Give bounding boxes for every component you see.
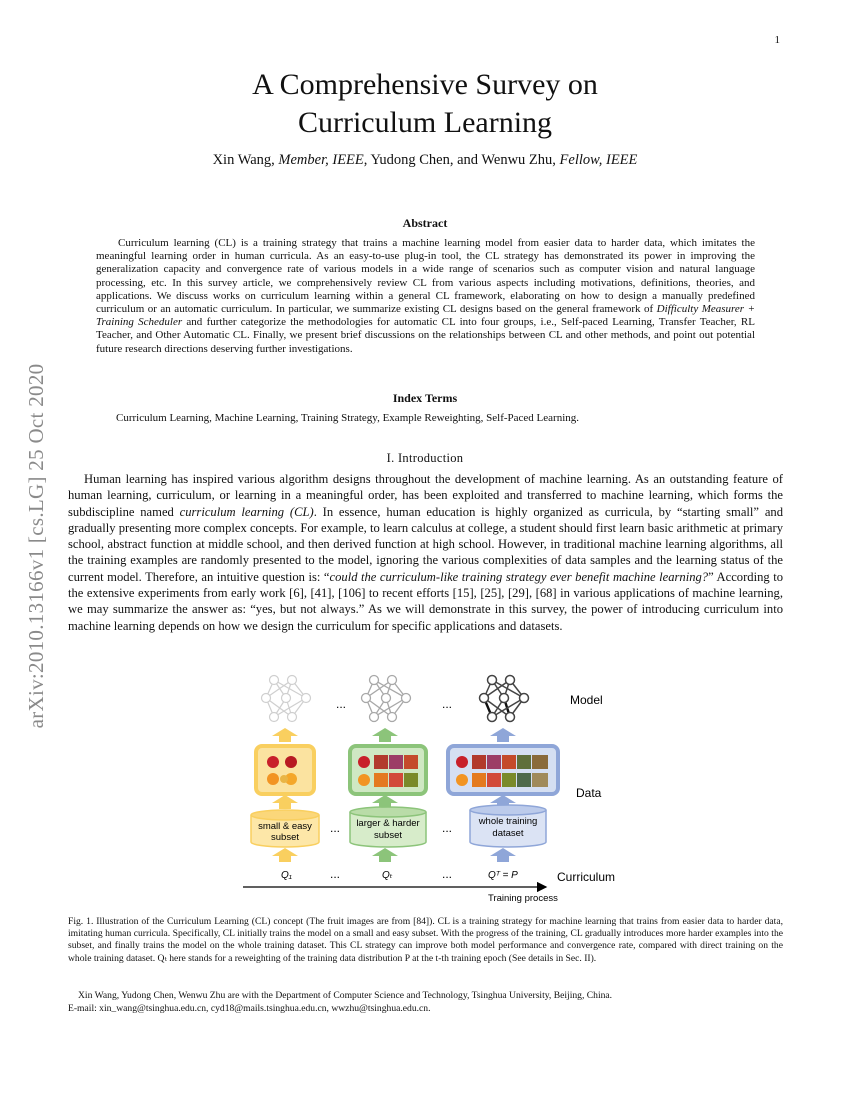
axis-label-training-process: Training process [488,893,558,904]
q1-label: Q₁ [281,870,292,881]
subset-small-line-2: subset [271,832,299,843]
intro-text-2: . In essence, human education is highly organized as curricula, by “starting small” and gradually presenting more complex concepts. For example, to learn calculus at college, a student should first learn basic arithmetic at primary school, abstract function at middle school, and then derived function at high school. However, in traditional machine learning algorithms, all the training examples are randomly presented to the model, ignoring the various complexities of data samples and the learning status of the current model. Therefore, an intuitive question is: “ [68,504,783,584]
section-heading-introduction: I. Introduction [386,451,464,465]
model-network-1 [262,676,311,722]
model-network-3 [480,676,529,722]
ellipsis-subset-2: ... [442,821,453,835]
title-line-2: Curriculum Learning [297,106,553,139]
arrow-curriculum-1 [272,848,298,862]
ellipsis-model-2: ... [442,697,453,711]
ellipsis-model-1: ... [336,697,347,711]
ellipsis-q-2: ... [442,867,453,881]
data-whole-dataset [448,746,558,794]
arrow-data-to-model-1 [272,728,298,742]
paper-title [0,66,850,142]
abstract-text-em: Difficulty Measurer + Training Scheduler [96,303,755,329]
abstract-text-b: and further categorize the methodologies for automatic CL into four groups, i.e., Self-paced Learning, Transfer Teacher, RL Teacher, and Other Automatic CL. Finally, we present brief discussions on the relationships between CL and other methods, and point out potential future research directions deserving further investigations. [96,316,755,355]
index-terms-body: Curriculum Learning, Machine Learning, Training Strategy, Example Reweighting, Self-Paced Learning. [116,412,579,424]
cylinder-larger-harder-subset [350,807,426,847]
qt-label: Qₜ [382,870,393,881]
intro-em-1: curriculum learning (CL) [179,504,314,519]
figure-curriculum-learning [0,660,850,910]
footnote-email: E-mail: xin_wang@tsinghua.edu.cn, cyd18@mails.tsinghua.edu.cn, wwzhu@tsinghua.edu.cn. [68,1002,431,1014]
subset-larger-line-1: larger & harder [356,818,420,829]
index-terms-heading: Index Terms [392,391,458,405]
footnote [68,990,783,1015]
abstract-text-a: Curriculum learning (CL) is a training strategy that trains a machine learning model from easier data to harder data, which imitates the meaningful learning order in human curricula. As an easy-to-use plug-in tool, the CL strategy has demonstrated its power in improving the generalization capacity and convergence rate of various models in a wide range of scenarios such as computer vision and natural language processing, etc. In this survey article, we comprehensively review CL from various aspects including motivations, definitions, theories, and applications. We discuss works on curriculum learning within a general CL framework, elaborating on how to design a manually predefined curriculum or an automatic curriculum. In particular, we summarize existing CL designs based on the general framework of [96,237,755,316]
data-subset-small [256,746,314,794]
footnote-affiliation: Xin Wang, Yudong Chen, Wenwu Zhu are with the Department of Computer Science and Technology, Tsinghua University, Beijing, China. [78,990,613,1001]
introduction-paragraph [68,471,783,634]
author-2: , Yudong Chen, and Wenwu Zhu, [363,152,560,168]
intro-text-3: ” According to the extensive experiments from early work [6], [41], [106] to recent efforts [15], [25], [29], [68] in various applications of machine learning, we may summarize the answer as: “yes, but not always.” As we will demonstrate in this survey, the power of introducing curriculum into machine learning depends on how we design the curriculum for specific applications and datasets. [68,569,783,633]
label-model: Model [570,693,603,707]
subset-whole-line-2: dataset [492,828,524,839]
figure-caption: Fig. 1. Illustration of the Curriculum Learning (CL) concept (The fruit images are from [84]). CL is a training strategy for machine learning that trains from easier data to harder data, imitating human curricula. Specifically, CL initially trains the model on a small and easy subset. With the progress of the training, CL gradually introduces more harder examples into the subset, and finally trains the model on the whole training dataset. This CL strategy can improve both model performance and convergence rate, compared with direct training on the whole training dataset. Qₜ here stands for a reweighting of the training data distribution P at the t-th training epoch (See details in Sec. II). [68,916,783,964]
subset-larger-line-2: subset [374,830,402,841]
label-data: Data [576,786,602,800]
abstract-body [96,237,755,356]
abstract-heading: Abstract [402,216,448,230]
author-2-role: Fellow, IEEE [559,152,638,168]
author-1-role: Member, IEEE [278,152,364,168]
arrow-curriculum-3 [490,848,516,862]
arrow-data-to-model-3 [490,728,516,742]
page-number: 1 [774,34,780,46]
cylinder-small-easy-subset [251,810,319,847]
arxiv-stamp: arXiv:2010.13166v1 [cs.LG] 25 Oct 2020 [24,363,48,729]
subset-small-line-1: small & easy [258,821,312,832]
ellipsis-q-1: ... [330,867,341,881]
ellipsis-subset-1: ... [330,821,341,835]
model-network-2 [362,676,411,722]
label-curriculum: Curriculum [557,870,616,884]
subset-whole-line-1: whole training [478,816,538,827]
arrow-data-to-model-2 [372,728,398,742]
author-1: Xin Wang, [212,152,279,168]
cylinder-whole-training-dataset [470,805,546,847]
qT-label: Qᵀ = P [488,870,518,881]
data-subset-larger [350,746,426,794]
arrow-curriculum-2 [372,848,398,862]
title-line-1: A Comprehensive Survey on [252,68,598,101]
author-line [0,152,850,169]
intro-em-2: could the curriculum-like training strategy ever benefit machine learning? [329,569,709,584]
intro-text-1: Human learning has inspired various algorithm designs throughout the development of machine learning. As an outstanding feature of human learning, curriculum, or learning in a meaningful order, has been exploited and transferred to machine learning, which forms the subdiscipline named [68,472,783,519]
arrow-subset-to-data-1 [272,795,298,809]
